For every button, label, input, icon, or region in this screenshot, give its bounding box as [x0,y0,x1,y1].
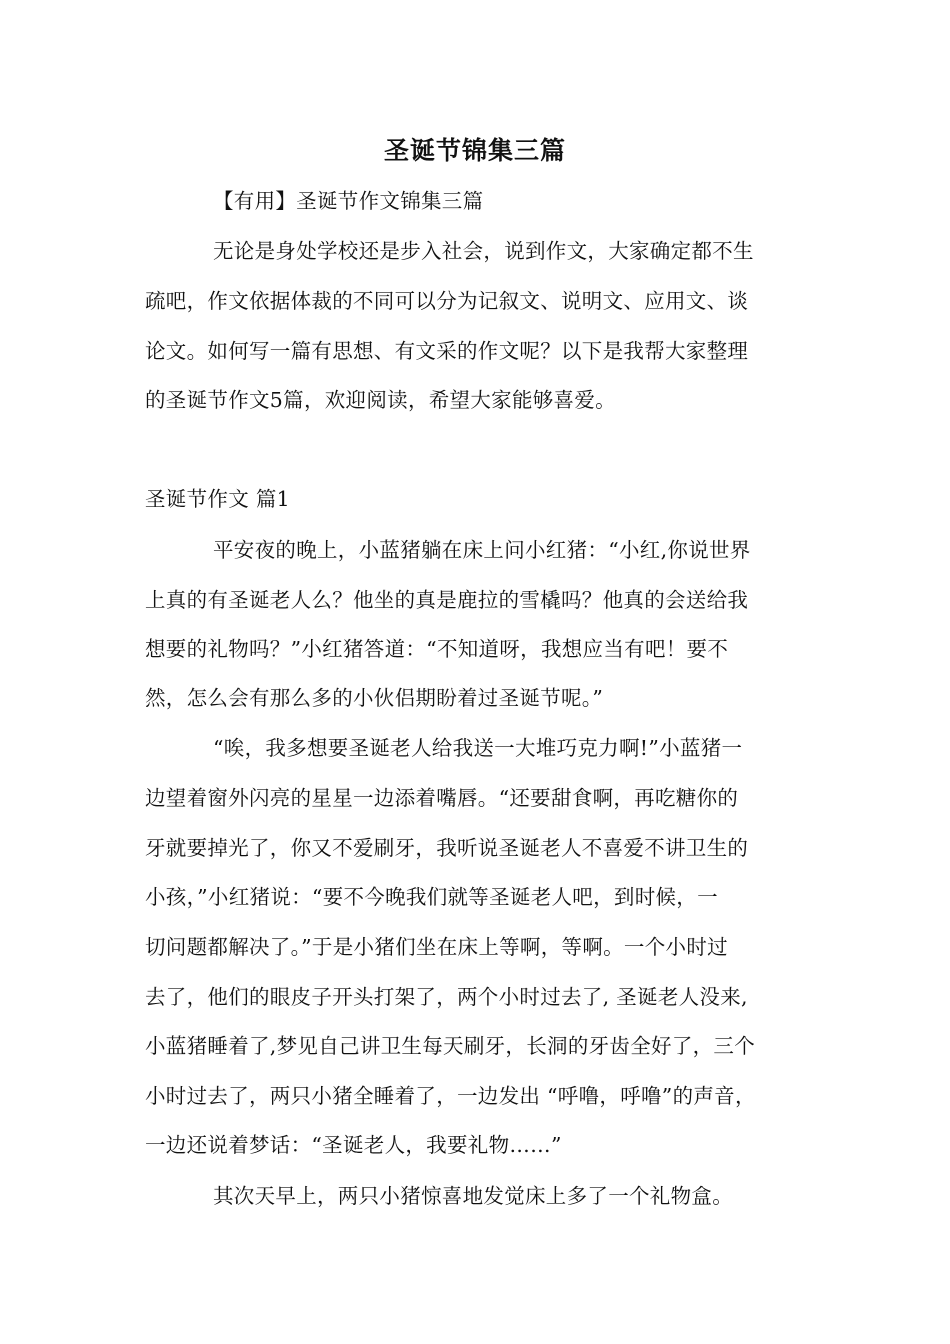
paragraph-line: 平安夜的晚上，小蓝猪躺在床上问小红猪：“小红,你说世界 [213,538,751,562]
paragraph-line: 疏吧，作文依据体裁的不同可以分为记叙文、说明文、应用文、谈 [145,289,749,313]
paragraph-line: 牙就要掉光了，你又不爱刷牙，我听说圣诞老人不喜爱不讲卫生的 [145,836,749,860]
paragraph-line: 小蓝猪睡着了,梦见自己讲卫生每天刷牙，长洞的牙齿全好了，三个 [145,1034,756,1058]
paragraph-line: 去了，他们的眼皮子开头打架了，两个小时过去了, 圣诞老人没来, [145,985,748,1009]
document-subtitle: 【有用】圣诞节作文锦集三篇 [213,189,484,213]
paragraph-line: 小孩，”小红猪说：“要不今晚我们就等圣诞老人吧，到时候，一 [145,885,718,909]
paragraph-line: 小时过去了，两只小猪全睡着了，一边发出 “呼噜，呼噜”的声音， [145,1084,756,1108]
paragraph-line: “唉，我多想要圣诞老人给我送一大堆巧克力啊!”小蓝猪一 [213,736,743,760]
paragraph-line: 的圣诞节作文5篇，欢迎阅读，希望大家能够喜爱。 [145,388,616,412]
paragraph-line: 上真的有圣诞老人么？他坐的真是鹿拉的雪橇吗？他真的会送给我 [145,588,749,612]
paragraph-line: 想要的礼物吗？”小红猪答道：“不知道呀，我想应当有吧！要不 [145,637,729,661]
paragraph-line: 切问题都解决了。”于是小猪们坐在床上等啊，等啊。一个小时过 [145,935,728,959]
paragraph-line: 论文。如何写一篇有思想、有文采的作文呢？以下是我帮大家整理 [145,339,749,363]
section-heading: 圣诞节作文 篇1 [145,487,290,511]
document-title: 圣诞节锦集三篇 [383,136,566,165]
paragraph-line: 其次天早上，两只小猪惊喜地发觉床上多了一个礼物盒。 [213,1184,733,1208]
paragraph-line: 边望着窗外闪亮的星星一边添着嘴唇。“还要甜食啊，再吃糖你的 [145,786,739,810]
paragraph-line: 一边还说着梦话：“圣诞老人，我要礼物……” [145,1133,562,1157]
paragraph-line: 然，怎么会有那么多的小伙侣期盼着过圣诞节呢。” [145,686,604,710]
paragraph-line: 无论是身处学校还是步入社会，说到作文，大家确定都不生 [213,239,754,263]
